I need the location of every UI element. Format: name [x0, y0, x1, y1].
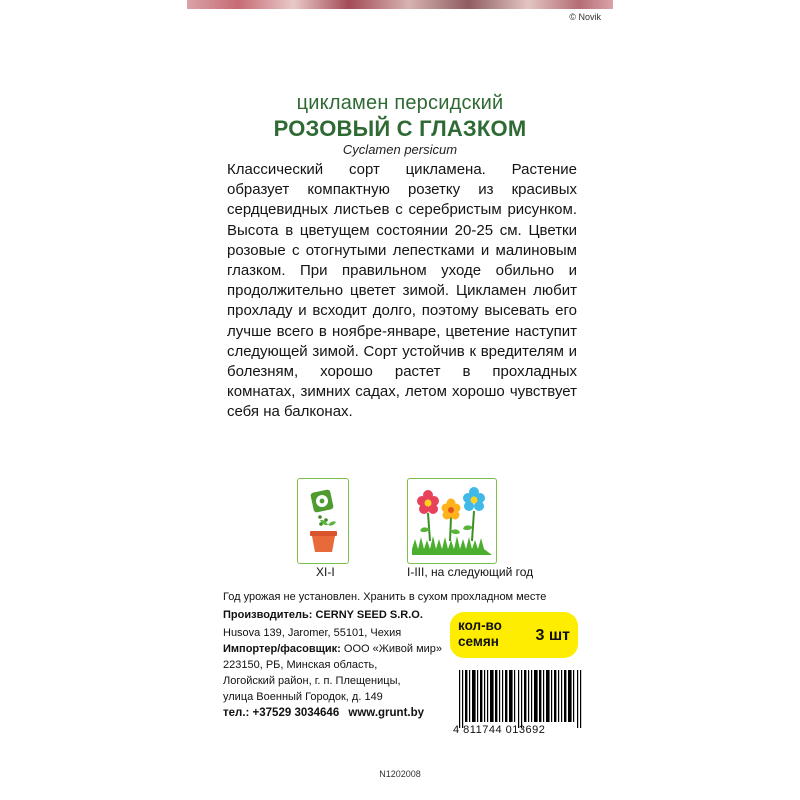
- importer-address-line: улица Военный Городок, д. 149: [223, 691, 383, 703]
- barcode-number: 4 811744 013692: [453, 724, 546, 736]
- variety-name: РОЗОВЫЙ С ГЛАЗКОМ: [273, 116, 527, 141]
- producer-label: Производитель:: [223, 609, 313, 621]
- importer-address-line: 223150, РБ, Минская область,: [223, 659, 378, 671]
- seed-count-badge: [450, 612, 578, 658]
- seed-packet-back: [187, 0, 613, 800]
- photo-copyright: © Novik: [569, 12, 601, 22]
- importer-label: Импортер/фасовщик:: [223, 643, 341, 655]
- lot-number: N1202008: [379, 769, 421, 779]
- producer-line: [223, 609, 423, 621]
- phone-number: тел.: +37529 3034646: [223, 707, 340, 719]
- importer-line: [223, 643, 442, 655]
- producer-address: Husova 139, Jaromer, 55101, Чехия: [223, 627, 402, 639]
- latin-name: Cyclamen persicum: [342, 142, 458, 157]
- producer-name: CERNY SEED S.R.O.: [315, 609, 423, 621]
- seed-count-label-line: семян: [458, 634, 499, 649]
- seed-count-value: 3 шт: [535, 627, 570, 644]
- contacts-line: [223, 707, 424, 719]
- storage-note: Год урожая не установлен. Хранить в сухом прохладном месте: [223, 591, 547, 603]
- flowering-period: I-III, на следующий год: [407, 565, 534, 579]
- website-link[interactable]: www.grunt.by: [348, 707, 425, 719]
- importer-address-line: Логойский район, г. п. Плещеницы,: [223, 675, 401, 687]
- barcode: [457, 670, 585, 728]
- flowers-bloom-icon: [407, 478, 497, 564]
- plant-name: цикламен персидский: [296, 92, 504, 114]
- seed-count-label-line: кол-во: [458, 618, 502, 633]
- sowing-period: XI-I: [316, 565, 335, 579]
- description-text: Классический сорт цикламена. Растение образует компактную розетку из красивых сердцевидных листьев с серебристым рисунком. Высота в цветущем состоянии 20-25 см. Цветки розовые с отогнутыми лепестками и малиновым глазком. При правильном уходе обильно и продолжительно цветет зимой. Цикламен любит прохладу и всходит долго, поэтому высевать его лучше всего в ноябре-январе, цветение наступит следующей зимой. Сорт устойчив к вредителям и болезням, хорошо растет в прохладных комнатах, зимних садах, летом хорошо чувствует себя на балконах.: [227, 161, 577, 421]
- importer-name: ООО «Живой мир»: [343, 643, 443, 655]
- cover-photo-strip: [187, 0, 613, 9]
- sowing-pot-icon: [297, 478, 349, 564]
- seed-count-label: [458, 618, 502, 650]
